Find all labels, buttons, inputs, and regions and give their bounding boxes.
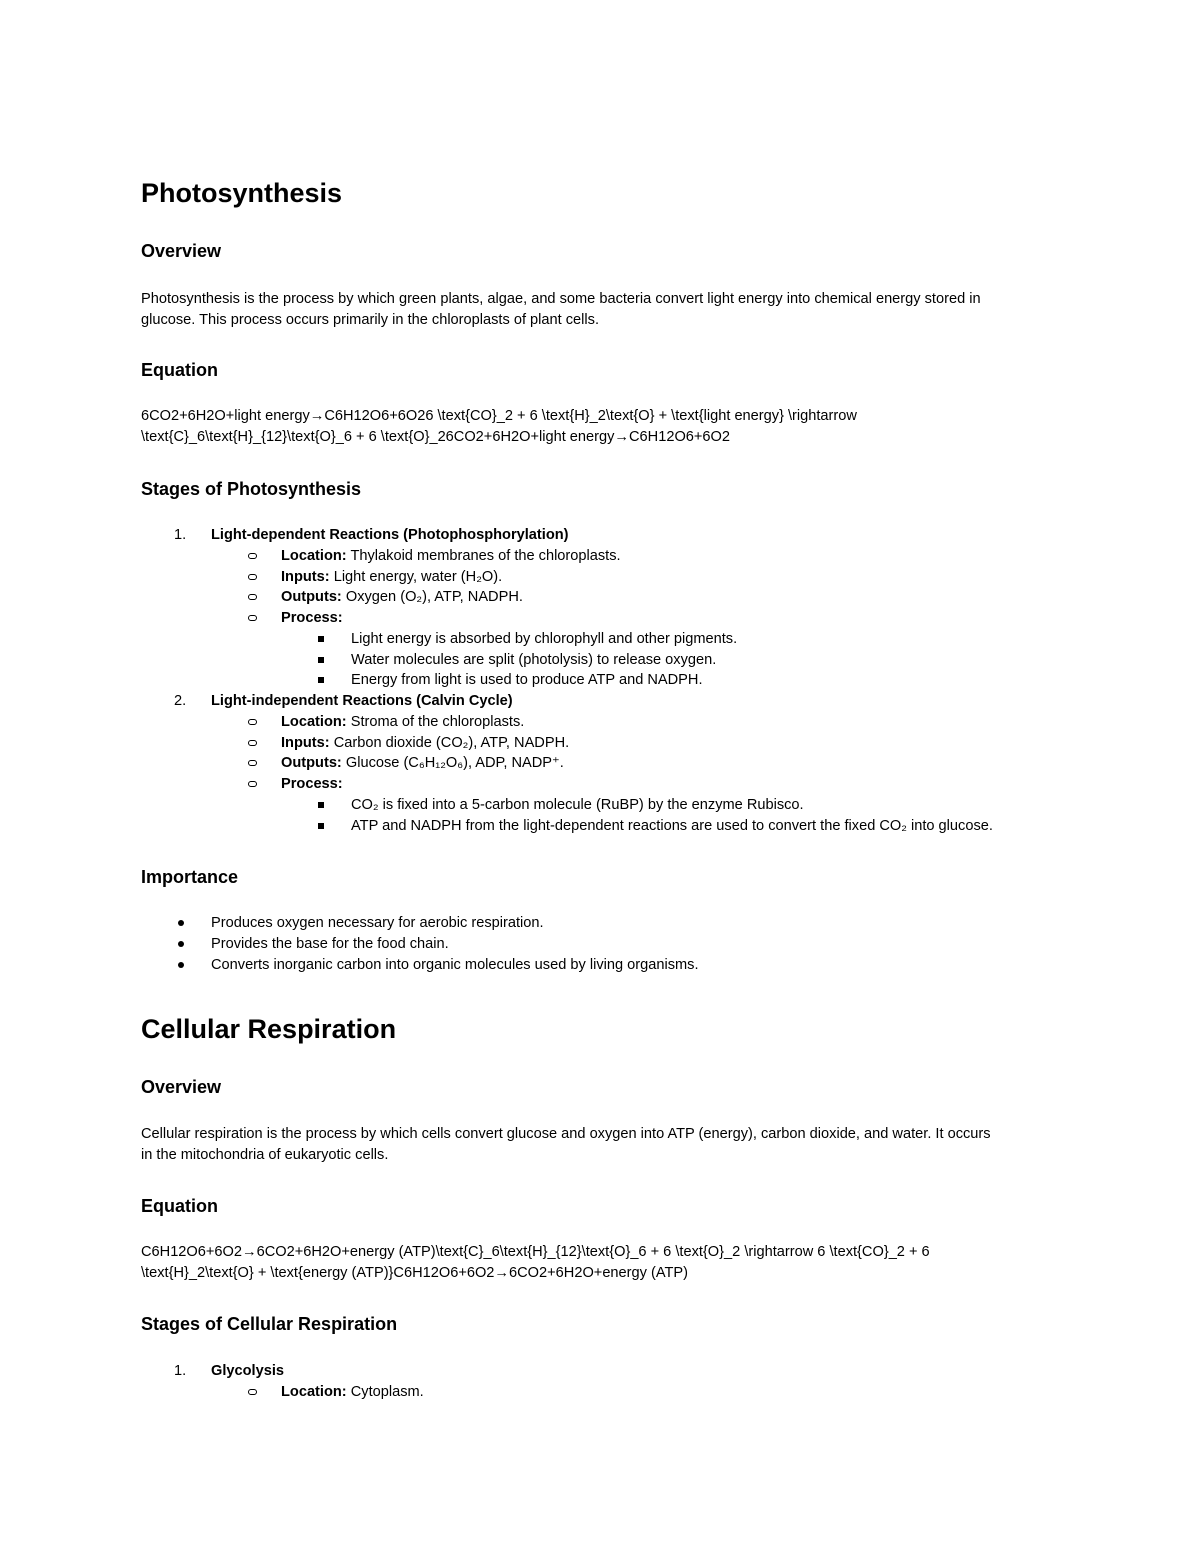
respiration-overview-heading: Overview bbox=[141, 1077, 222, 1097]
process-label: Process: bbox=[281, 776, 343, 792]
hollow-bullet-icon bbox=[248, 719, 257, 725]
respiration-overview-line-1: Cellular respiration is the process by which cells convert glucose and oxygen into ATP (energy), carbon dioxide, and water. It occurs bbox=[141, 1126, 991, 1142]
hollow-bullet-icon bbox=[248, 615, 257, 621]
importance-item: Provides the base for the food chain. bbox=[211, 936, 449, 952]
stage-number: 2. bbox=[174, 693, 187, 709]
inputs-value: Light energy, water (H₂O). bbox=[333, 569, 503, 585]
process-step: CO₂ is fixed into a 5-carbon molecule (RuBP) by the enzyme Rubisco. bbox=[351, 797, 804, 813]
square-bullet-icon bbox=[318, 657, 324, 663]
stage-number: 1. bbox=[174, 1363, 187, 1379]
inputs-value: Carbon dioxide (CO₂), ATP, NADPH. bbox=[333, 735, 570, 751]
stage-number: 1. bbox=[174, 527, 187, 543]
hollow-bullet-icon bbox=[248, 1389, 257, 1395]
outputs-label: Outputs: bbox=[281, 589, 342, 605]
stage-outputs bbox=[281, 753, 564, 774]
stage-outputs bbox=[281, 587, 523, 608]
location-label: Location: bbox=[281, 548, 347, 564]
importance-heading: Importance bbox=[141, 867, 239, 887]
respiration-overview-line-2: in the mitochondria of eukaryotic cells. bbox=[141, 1147, 389, 1163]
bullet-icon bbox=[178, 920, 184, 926]
inputs-label: Inputs: bbox=[281, 569, 330, 585]
hollow-bullet-icon bbox=[248, 781, 257, 787]
stage-location bbox=[281, 712, 524, 733]
hollow-bullet-icon bbox=[248, 553, 257, 559]
outputs-value: Glucose (C₆H₁₂O₆), ADP, NADP⁺. bbox=[345, 755, 564, 771]
square-bullet-icon bbox=[318, 636, 324, 642]
stage-location bbox=[281, 1382, 424, 1403]
photosynthesis-equation-line-2: \text{C}_6\text{H}_{12}\text{O}_6 + 6 \text{O}_26CO2+6H2O+light energy→C6H12O6+6O2 bbox=[141, 429, 731, 445]
hollow-bullet-icon bbox=[248, 740, 257, 746]
respiration-equation-line-2: \text{H}_2\text{O} + \text{energy (ATP)}C6H12O6+6O2→6CO2+6H2O+energy (ATP) bbox=[141, 1265, 689, 1281]
photosynthesis-equation-line-1: 6CO2+6H2O+light energy→C6H12O6+6O26 \text{CO}_2 + 6 \text{H}_2\text{O} + \text{light energy} \rightarrow bbox=[141, 408, 857, 424]
photosynthesis-equation-heading: Equation bbox=[141, 360, 218, 380]
process-label: Process: bbox=[281, 610, 343, 626]
respiration-stages-heading: Stages of Cellular Respiration bbox=[141, 1314, 398, 1334]
hollow-bullet-icon bbox=[248, 760, 257, 766]
stage-title: Light-dependent Reactions (Photophosphorylation) bbox=[211, 527, 569, 543]
photosynthesis-stages-heading: Stages of Photosynthesis bbox=[141, 479, 362, 499]
photosynthesis-overview-line-1: Photosynthesis is the process by which green plants, algae, and some bacteria convert light energy into chemical energy stored in bbox=[141, 291, 981, 307]
hollow-bullet-icon bbox=[248, 574, 257, 580]
stage-inputs bbox=[281, 733, 569, 754]
respiration-equation-line-1: C6H12O6+6O2→6CO2+6H2O+energy (ATP)\text{C}_6\text{H}_{12}\text{O}_6 + 6 \text{O}_2 \rightarrow 6 \text{CO}_2 + 6 bbox=[141, 1244, 930, 1260]
respiration-equation-heading: Equation bbox=[141, 1196, 218, 1216]
respiration-title: Cellular Respiration bbox=[141, 1014, 397, 1044]
photosynthesis-overview-heading: Overview bbox=[141, 241, 222, 261]
stage-location bbox=[281, 546, 621, 567]
location-value: Thylakoid membranes of the chloroplasts. bbox=[350, 548, 621, 564]
importance-item: Produces oxygen necessary for aerobic respiration. bbox=[211, 915, 544, 931]
stage-inputs bbox=[281, 567, 502, 588]
square-bullet-icon bbox=[318, 802, 324, 808]
location-value: Stroma of the chloroplasts. bbox=[350, 714, 525, 730]
square-bullet-icon bbox=[318, 823, 324, 829]
photosynthesis-title: Photosynthesis bbox=[141, 178, 343, 208]
location-label: Location: bbox=[281, 1384, 347, 1400]
process-step: ATP and NADPH from the light-dependent reactions are used to convert the fixed CO₂ into glucose. bbox=[351, 818, 993, 834]
stage-title: Glycolysis bbox=[211, 1363, 285, 1379]
hollow-bullet-icon bbox=[248, 594, 257, 600]
location-value: Cytoplasm. bbox=[350, 1384, 424, 1400]
location-label: Location: bbox=[281, 714, 347, 730]
outputs-value: Oxygen (O₂), ATP, NADPH. bbox=[345, 589, 523, 605]
process-step: Energy from light is used to produce ATP and NADPH. bbox=[351, 672, 703, 688]
photosynthesis-overview-line-2: glucose. This process occurs primarily in the chloroplasts of plant cells. bbox=[141, 312, 600, 328]
bullet-icon bbox=[178, 962, 184, 968]
stage-title: Light-independent Reactions (Calvin Cycle) bbox=[211, 693, 513, 709]
outputs-label: Outputs: bbox=[281, 755, 342, 771]
importance-item: Converts inorganic carbon into organic molecules used by living organisms. bbox=[211, 957, 699, 973]
bullet-icon bbox=[178, 941, 184, 947]
square-bullet-icon bbox=[318, 677, 324, 683]
inputs-label: Inputs: bbox=[281, 735, 330, 751]
process-step: Light energy is absorbed by chlorophyll and other pigments. bbox=[351, 631, 738, 647]
process-step: Water molecules are split (photolysis) to release oxygen. bbox=[351, 652, 717, 668]
